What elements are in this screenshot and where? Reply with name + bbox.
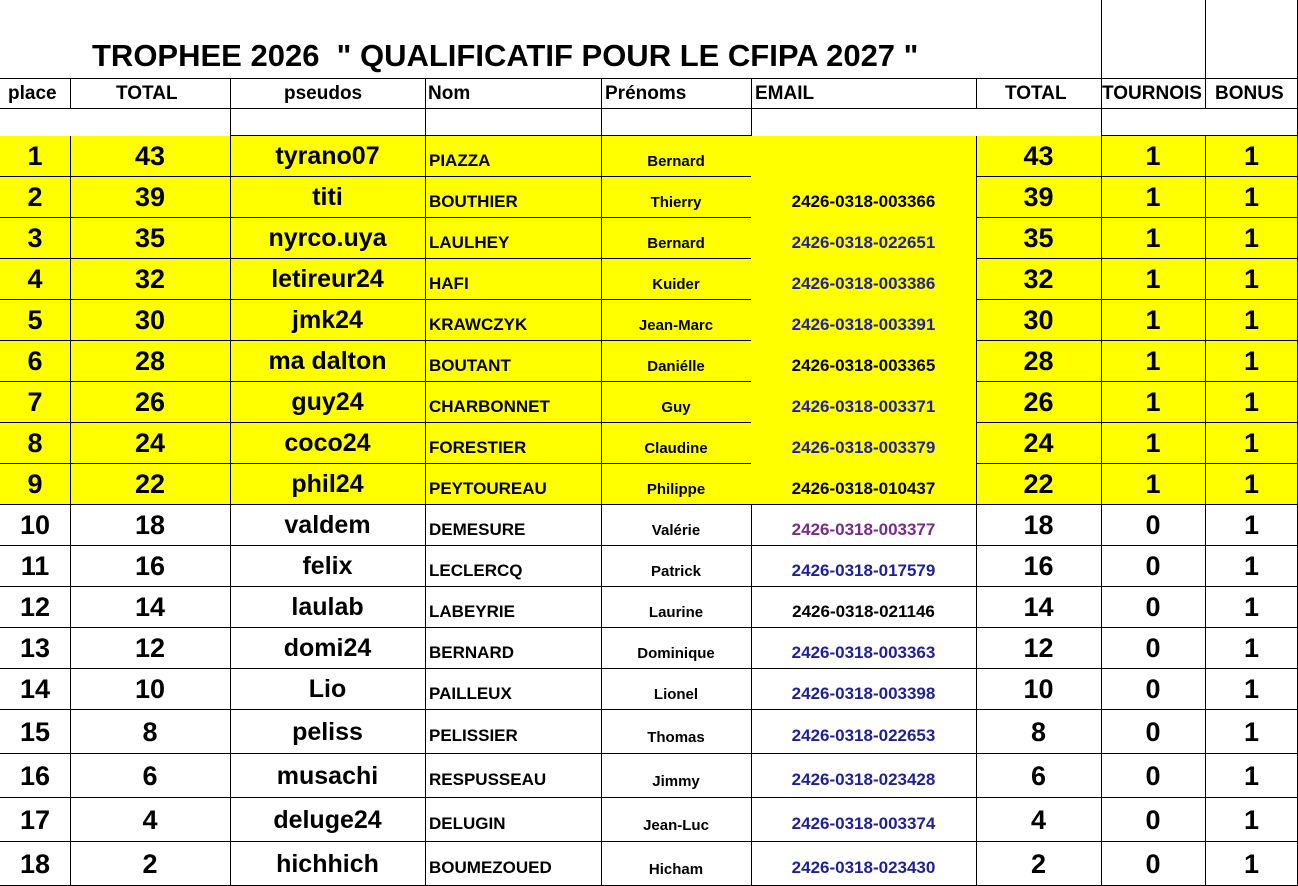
cell-prenom: Claudine bbox=[601, 423, 751, 464]
cell-bonus: 1 bbox=[1243, 716, 1260, 747]
cell-bonus: 1 bbox=[1205, 136, 1298, 177]
cell-tournois: 1 bbox=[1101, 300, 1205, 341]
cell-tournois: 0 bbox=[1145, 716, 1161, 747]
cell-prenom: Laurine bbox=[648, 604, 704, 621]
cell-email: 2426-0318-003379 bbox=[751, 423, 976, 464]
table-row bbox=[0, 842, 1298, 886]
cell-total2: 18 bbox=[1023, 510, 1054, 540]
cell-nom: PIAZZA bbox=[425, 136, 601, 177]
cell-bonus: 1 bbox=[1243, 848, 1260, 879]
cell-nom: KRAWCZYK bbox=[425, 300, 601, 341]
cell-place: 15 bbox=[19, 716, 51, 747]
cell-nom: LAULHEY bbox=[425, 218, 601, 259]
cell-tournois: 1 bbox=[1101, 464, 1205, 505]
cell-bonus: 1 bbox=[1243, 674, 1260, 704]
cell-pseudo: domi24 bbox=[283, 634, 372, 662]
table-row bbox=[0, 710, 1298, 754]
cell-place: 12 bbox=[19, 592, 51, 622]
cell-pseudo: letireur24 bbox=[230, 259, 425, 300]
table-row bbox=[0, 177, 1298, 218]
cell-total2: 8 bbox=[1030, 716, 1047, 747]
cell-total2: 32 bbox=[976, 259, 1101, 300]
table-row bbox=[0, 136, 1298, 177]
cell-pseudo: felix bbox=[302, 552, 353, 580]
cell-prenom: Philippe bbox=[601, 464, 751, 505]
cell-nom: BOUMEZOUED bbox=[429, 858, 552, 877]
cell-total2: 39 bbox=[976, 177, 1101, 218]
cell-total2: 24 bbox=[976, 423, 1101, 464]
table-row bbox=[0, 300, 1298, 341]
header-tournois: TOURNOIS bbox=[1102, 82, 1202, 104]
cell-tournois: 0 bbox=[1145, 551, 1161, 581]
cell-place: 17 bbox=[19, 804, 51, 835]
cell-total: 10 bbox=[134, 674, 166, 704]
cell-pseudo: phil24 bbox=[230, 464, 425, 505]
table-row bbox=[0, 798, 1298, 842]
cell-nom: DEMESURE bbox=[429, 519, 526, 539]
cell-place: 2 bbox=[0, 177, 70, 218]
cell-total: 30 bbox=[70, 300, 230, 341]
cell-nom: HAFI bbox=[425, 259, 601, 300]
header-bottom-border bbox=[0, 108, 1298, 109]
cell-email: 2426-0318-003386 bbox=[751, 259, 976, 300]
table-row bbox=[0, 341, 1298, 382]
cell-bonus: 1 bbox=[1243, 510, 1260, 540]
cell-pseudo: nyrco.uya bbox=[230, 218, 425, 259]
cell-bonus: 1 bbox=[1243, 551, 1260, 581]
cell-total: 22 bbox=[70, 464, 230, 505]
cell-pseudo: laulab bbox=[291, 593, 364, 621]
cell-total2: 6 bbox=[1030, 760, 1047, 791]
cell-nom: LABEYRIE bbox=[429, 601, 515, 621]
cell-prenom: Kuider bbox=[601, 259, 751, 300]
cell-total2: 26 bbox=[976, 382, 1101, 423]
cell-prenom: Dominique bbox=[637, 645, 715, 662]
cell-total2: 35 bbox=[976, 218, 1101, 259]
cell-prenom: Jean-Marc bbox=[601, 300, 751, 341]
grid-line bbox=[70, 79, 71, 109]
header-total2: TOTAL bbox=[1005, 82, 1067, 104]
grid-line bbox=[1101, 0, 1102, 79]
cell-total2: 30 bbox=[976, 300, 1101, 341]
cell-place: 3 bbox=[0, 218, 70, 259]
cell-email: 2426-0318-022651 bbox=[751, 218, 976, 259]
table-row bbox=[0, 423, 1298, 464]
cell-prenom: Hicham bbox=[648, 860, 704, 878]
cell-bonus: 1 bbox=[1205, 300, 1298, 341]
cell-email: 2426-0318-023430 bbox=[791, 858, 936, 877]
header-total: TOTAL bbox=[116, 82, 178, 104]
cell-total: 14 bbox=[134, 592, 166, 622]
cell-tournois: 1 bbox=[1101, 382, 1205, 423]
cell-total: 2 bbox=[142, 848, 158, 879]
cell-nom: PEYTOUREAU bbox=[425, 464, 601, 505]
cell-place: 4 bbox=[0, 259, 70, 300]
cell-total2: 4 bbox=[1030, 804, 1047, 835]
cell-total2: 16 bbox=[1023, 551, 1054, 581]
cell-email: 2426-0318-010437 bbox=[751, 464, 976, 505]
cell-tournois: 0 bbox=[1145, 760, 1161, 791]
table-row bbox=[0, 464, 1298, 505]
cell-tournois: 1 bbox=[1101, 177, 1205, 218]
cell-email: 2426-0318-003366 bbox=[751, 177, 976, 218]
cell-prenom: Lionel bbox=[653, 686, 699, 703]
cell-total: 24 bbox=[70, 423, 230, 464]
cell-pseudo: titi bbox=[230, 177, 425, 218]
cell-tournois: 1 bbox=[1101, 423, 1205, 464]
table-row bbox=[0, 546, 1298, 587]
cell-tournois: 0 bbox=[1145, 510, 1161, 540]
cell-place: 6 bbox=[0, 341, 70, 382]
cell-place: 16 bbox=[19, 760, 51, 791]
cell-nom: BERNARD bbox=[429, 642, 514, 662]
cell-total: 32 bbox=[70, 259, 230, 300]
cell-place: 14 bbox=[19, 674, 51, 704]
cell-bonus: 1 bbox=[1205, 464, 1298, 505]
cell-bonus: 1 bbox=[1243, 633, 1260, 663]
cell-prenom: Patrick bbox=[650, 563, 702, 580]
cell-prenom: Guy bbox=[601, 382, 751, 423]
cell-prenom: Thierry bbox=[601, 177, 751, 218]
header-place: place bbox=[8, 82, 57, 104]
cell-tournois: 0 bbox=[1145, 804, 1161, 835]
cell-nom: BOUTANT bbox=[425, 341, 601, 382]
cell-prenom: Jean-Luc bbox=[643, 816, 709, 834]
cell-bonus: 1 bbox=[1205, 341, 1298, 382]
cell-tournois: 1 bbox=[1101, 136, 1205, 177]
cell-tournois: 0 bbox=[1145, 674, 1161, 704]
cell-total: 16 bbox=[134, 551, 166, 581]
cell-total2: 14 bbox=[1023, 592, 1054, 622]
cell-pseudo: deluge24 bbox=[273, 805, 382, 834]
cell-total: 39 bbox=[70, 177, 230, 218]
cell-email: 2426-0318-003374 bbox=[791, 814, 936, 833]
cell-prenom: Bernard bbox=[601, 218, 751, 259]
cell-prenom: Daniélle bbox=[601, 341, 751, 382]
grid-line bbox=[751, 79, 752, 136]
cell-place: 1 bbox=[0, 136, 70, 177]
table-row bbox=[0, 505, 1298, 546]
cell-email: 2426-0318-003377 bbox=[791, 519, 936, 539]
header-email: EMAIL bbox=[755, 82, 815, 104]
cell-nom: PELISSIER bbox=[429, 726, 518, 745]
cell-place: 13 bbox=[19, 633, 51, 663]
cell-total: 43 bbox=[70, 136, 230, 177]
cell-tournois: 0 bbox=[1145, 848, 1161, 879]
header-bonus: BONUS bbox=[1215, 82, 1284, 104]
cell-bonus: 1 bbox=[1205, 218, 1298, 259]
header-pseudos: pseudos bbox=[284, 82, 363, 104]
cell-bonus: 1 bbox=[1205, 177, 1298, 218]
cell-email: 2426-0318-003363 bbox=[791, 642, 936, 662]
cell-total: 28 bbox=[70, 341, 230, 382]
page-title: TROPHEE 2026 " QUALIFICATIF POUR LE CFIPA 2027 " bbox=[92, 38, 919, 73]
grid-line bbox=[230, 79, 231, 136]
header-prenoms: Prénoms bbox=[605, 82, 687, 104]
cell-email: 2426-0318-003371 bbox=[751, 382, 976, 423]
cell-nom: FORESTIER bbox=[425, 423, 601, 464]
cell-prenom: Bernard bbox=[601, 136, 751, 177]
grid-line bbox=[976, 79, 977, 109]
grid-line bbox=[425, 79, 426, 136]
cell-nom: RESPUSSEAU bbox=[429, 770, 547, 789]
table-row bbox=[0, 218, 1298, 259]
cell-bonus: 1 bbox=[1243, 760, 1260, 791]
table-row bbox=[0, 587, 1298, 628]
cell-total: 35 bbox=[70, 218, 230, 259]
cell-tournois: 1 bbox=[1101, 259, 1205, 300]
cell-tournois: 0 bbox=[1145, 592, 1161, 622]
cell-pseudo: coco24 bbox=[230, 423, 425, 464]
cell-tournois: 1 bbox=[1101, 218, 1205, 259]
cell-total2: 2 bbox=[1030, 848, 1047, 879]
cell-prenom: Jimmy bbox=[652, 772, 700, 790]
table-row bbox=[0, 628, 1298, 669]
cell-total2: 43 bbox=[976, 136, 1101, 177]
cell-email bbox=[751, 136, 976, 177]
cell-total2: 12 bbox=[1023, 633, 1054, 663]
cell-prenom: Thomas bbox=[647, 728, 705, 746]
cell-total: 18 bbox=[134, 510, 166, 540]
grid-line bbox=[601, 79, 602, 136]
table-row bbox=[0, 669, 1298, 710]
table-row bbox=[0, 754, 1298, 798]
cell-pseudo: valdem bbox=[284, 511, 371, 539]
cell-total2: 28 bbox=[976, 341, 1101, 382]
cell-bonus: 1 bbox=[1243, 592, 1260, 622]
cell-total2: 22 bbox=[976, 464, 1101, 505]
cell-email: 2426-0318-017579 bbox=[791, 560, 936, 580]
cell-place: 9 bbox=[0, 464, 70, 505]
cell-place: 10 bbox=[19, 510, 51, 540]
cell-email: 2426-0318-003391 bbox=[751, 300, 976, 341]
cell-bonus: 1 bbox=[1243, 804, 1260, 835]
cell-nom: DELUGIN bbox=[429, 814, 506, 833]
cell-pseudo: Lio bbox=[308, 675, 347, 703]
cell-place: 8 bbox=[0, 423, 70, 464]
cell-email: 2426-0318-023428 bbox=[791, 770, 936, 789]
cell-nom: CHARBONNET bbox=[425, 382, 601, 423]
cell-nom: LECLERCQ bbox=[429, 560, 523, 580]
cell-pseudo: hichhich bbox=[276, 849, 379, 878]
cell-nom: PAILLEUX bbox=[429, 683, 512, 703]
cell-total: 26 bbox=[70, 382, 230, 423]
cell-bonus: 1 bbox=[1205, 259, 1298, 300]
cell-place: 7 bbox=[0, 382, 70, 423]
cell-email: 2426-0318-022653 bbox=[791, 726, 936, 745]
cell-place: 11 bbox=[20, 551, 50, 581]
cell-total2: 10 bbox=[1023, 674, 1054, 704]
header-nom: Nom bbox=[428, 82, 471, 104]
cell-pseudo: peliss bbox=[292, 717, 363, 746]
cell-email: 2426-0318-003398 bbox=[791, 683, 936, 703]
cell-bonus: 1 bbox=[1205, 382, 1298, 423]
cell-total: 8 bbox=[142, 716, 158, 747]
cell-bonus: 1 bbox=[1205, 423, 1298, 464]
cell-total: 4 bbox=[142, 804, 158, 835]
cell-tournois: 0 bbox=[1145, 633, 1161, 663]
cell-pseudo: jmk24 bbox=[230, 300, 425, 341]
cell-total: 12 bbox=[134, 633, 166, 663]
cell-pseudo: guy24 bbox=[230, 382, 425, 423]
table-row bbox=[0, 259, 1298, 300]
cell-total: 6 bbox=[142, 760, 158, 791]
cell-email: 2426-0318-003365 bbox=[751, 341, 976, 382]
table-row bbox=[0, 382, 1298, 423]
cell-tournois: 1 bbox=[1101, 341, 1205, 382]
cell-email: 2426-0318-021146 bbox=[792, 601, 935, 621]
cell-pseudo: ma dalton bbox=[230, 341, 425, 382]
cell-place: 5 bbox=[0, 300, 70, 341]
grid-line bbox=[1205, 0, 1206, 79]
cell-pseudo: musachi bbox=[276, 761, 379, 790]
cell-place: 18 bbox=[19, 848, 51, 879]
cell-prenom: Valérie bbox=[651, 522, 701, 539]
grid-line bbox=[1205, 79, 1206, 109]
cell-nom: BOUTHIER bbox=[425, 177, 601, 218]
cell-pseudo: tyrano07 bbox=[230, 136, 425, 177]
